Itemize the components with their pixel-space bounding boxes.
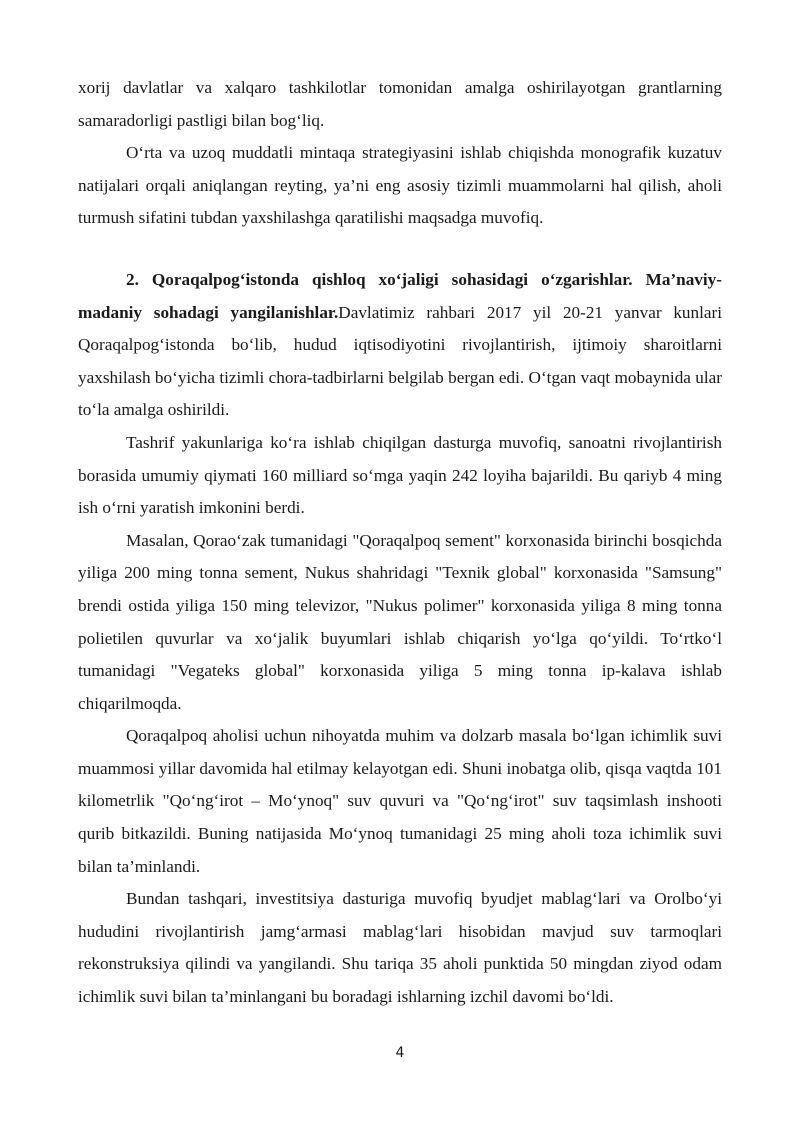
section-intro-text: Davlatimiz rahbari 2017 yil 20-21 yanvar kunlari Qoraqalpog‘istonda bo‘lib, hudud iqtisodiyotini rivojlantirish, ijtimoiy sharoitlarni yaxshilash bo‘yicha tizimli chora-tadbirlarni belgilab bergan edi. O‘tgan vaqt mobaynida ular to‘la amalga oshirildi. <box>78 302 723 420</box>
section-paragraph <box>78 264 722 427</box>
paragraph-water-supply: Qoraqalpoq aholisi uchun nihoyatda muhim va dolzarb masala bo‘lgan ichimlik suvi muammosi yillar davomida hal etilmay kelayotgan edi. Shuni inobatga olib, qisqa vaqtda 101 kilometrlik "Qo‘ng‘irot – Mo‘ynoq" suv quvuri va "Qo‘ng‘irot" suv taqsimlash inshooti qurib bitkazildi. Buning natijasida Mo‘ynoq tumanidagi 25 ming aholi toza ichimlik suvi bilan ta’minlandi. <box>78 726 722 876</box>
body-text <box>78 72 722 1014</box>
paragraph-investment: Bundan tashqari, investitsiya dasturiga muvofiq byudjet mablag‘lari va Orolbo‘yi hududini rivojlantirish jamg‘armasi mablag‘lari hisobidan mavjud suv tarmoqlari rekonstruksiya qilindi va yangilandi. Shu tariqa 35 aholi punktida 50 mingdan ziyod odam ichimlik suvi bilan ta’minlangani bu boradagi ishlarning izchil davomi bo‘ldi. <box>78 889 722 1007</box>
paragraph-continuation: xorij davlatlar va xalqaro tashkilotlar tomonidan amalga oshirilayotgan grantlarning samaradorligi pastligi bilan bog‘liq. <box>78 78 722 130</box>
section-heading: 2. Qoraqalpog‘istonda qishloq xo‘jaligi sohasidagi o‘zgarishlar. Ma’naviy-madaniy sohadagi yangilanishlar. <box>78 269 722 322</box>
paragraph-projects: Tashrif yakunlariga ko‘ra ishlab chiqilgan dasturga muvofiq, sanoatni rivojlantirish borasida umumiy qiymati 160 milliard so‘mga yaqin 242 loyiha bajarildi. Bu qariyb 4 ming ish o‘rni yaratish imkonini berdi. <box>78 432 722 518</box>
paragraph-gap <box>78 235 722 264</box>
paragraph-enterprises: Masalan, Qorao‘zak tumanidagi "Qoraqalpoq sement" korxonasida birinchi bosqichda yiliga 200 ming tonna sement, Nukus shahridagi "Texnik global" korxonasida "Samsung" brendi ostida yiliga 150 ming televizor, "Nukus polimer" korxonasida yiliga 8 ming tonna polietilen quvurlar va xo‘jalik buyumlari ishlab chiqarish yo‘lga qo‘yildi. To‘rtko‘l tumanidagi "Vegateks global" korxonasida yiliga 5 ming tonna ip-kalava ishlab chiqarilmoqda. <box>78 530 722 713</box>
page-number: 4 <box>395 1045 405 1061</box>
paragraph-strategy: O‘rta va uzoq muddatli mintaqa strategiyasini ishlab chiqishda monografik kuzatuv natijalari orqali aniqlangan reyting, ya’ni eng asosiy tizimli muammolarni hal qilish, aholi turmush sifatini tubdan yaxshilashga qaratilishi maqsadga muvofiq. <box>78 143 722 228</box>
